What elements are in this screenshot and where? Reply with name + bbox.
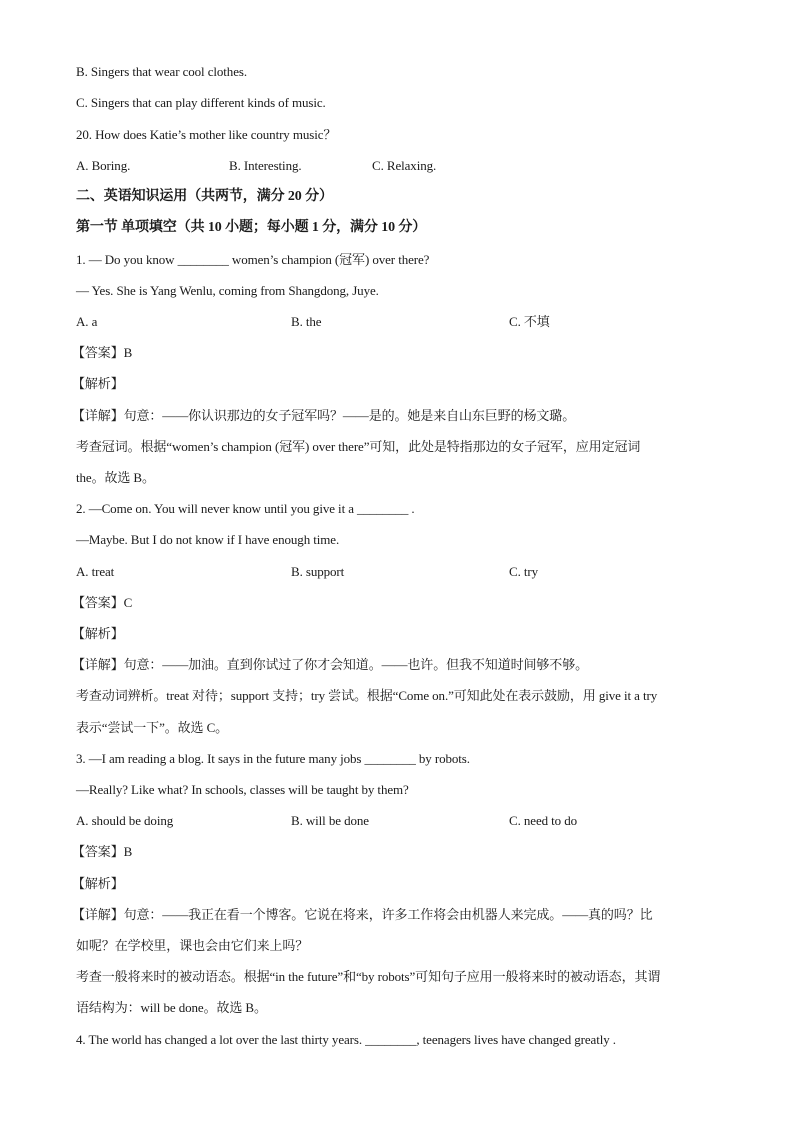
q19-option-c: C. Singers that can play different kinds of music. [76, 95, 326, 110]
q3-explain-2: 语结构为：will be done。故选 B。 [76, 1000, 267, 1015]
q3-reply: —Really? Like what? In schools, classes will be taught by them? [76, 782, 409, 797]
q1-option-a: A. a [76, 314, 98, 329]
q1-detail: 【详解】句意：——你认识那边的女子冠军吗？——是的。她是来自山东巨野的杨文璐。 [72, 408, 576, 423]
q19-option-b: B. Singers that wear cool clothes. [76, 64, 247, 79]
q2-option-a: A. treat [76, 564, 115, 579]
q3-option-b: B. will be done [291, 813, 369, 828]
part1-heading: 第一节 单项填空（共 10 小题；每小题 1 分，满分 10 分） [76, 220, 427, 235]
q3-option-a: A. should be doing [76, 813, 174, 828]
q1-question: 1. — Do you know ________ women’s champion (冠军) over there? [76, 252, 430, 267]
q2-reply: —Maybe. But I do not know if I have enough time. [76, 532, 340, 547]
q20-question: 20. How does Katie’s mother like country music？ [76, 127, 337, 142]
q1-option-c: C. 不填 [509, 314, 550, 329]
q1-analysis-label: 【解析】 [72, 376, 124, 391]
q3-detail: 【详解】句意：——我正在看一个博客。它说在将来，许多工作将会由机器人来完成。——真的吗？比 [72, 907, 653, 922]
q2-answer: 【答案】C [72, 595, 133, 610]
q3-explain-1: 考查一般将来时的被动语态。根据“in the future”和“by robots”可知句子应用一般将来时的被动语态，其谓 [76, 969, 661, 984]
q1-option-b: B. the [291, 314, 322, 329]
q3-question: 3. —I am reading a blog. It says in the future many jobs ________ by robots. [76, 751, 470, 766]
q20-option-a: A. Boring. [76, 158, 131, 173]
q1-reply: — Yes. She is Yang Wenlu, coming from Shangdong, Juye. [76, 283, 379, 298]
q3-answer: 【答案】B [72, 844, 133, 859]
q2-question: 2. —Come on. You will never know until you give it a ________ . [76, 501, 415, 516]
q2-analysis-label: 【解析】 [72, 626, 124, 641]
q1-explain-2: the。故选 B。 [76, 470, 155, 485]
q2-explain-1: 考查动词辨析。treat 对待；support 支持；try 尝试。根据“Come on.”可知此处在表示鼓励，用 give it a try [76, 688, 658, 703]
q1-explain-1: 考查冠词。根据“women’s champion (冠军) over there”可知，此处是特指那边的女子冠军，应用定冠词 [76, 439, 641, 454]
q3-detail-2: 如呢？在学校里，课也会由它们来上吗？ [76, 938, 309, 953]
q3-analysis-label: 【解析】 [72, 876, 124, 891]
q3-option-c: C. need to do [509, 813, 578, 828]
q4-question: 4. The world has changed a lot over the last thirty years. ________, teenagers lives have changed greatly . [76, 1032, 616, 1047]
q20-option-c: C. Relaxing. [372, 158, 437, 173]
q1-answer: 【答案】B [72, 345, 133, 360]
q2-detail: 【详解】句意：——加油。直到你试过了你才会知道。——也许。但我不知道时间够不够。 [72, 657, 589, 672]
section2-heading: 二、英语知识运用（共两节，满分 20 分） [76, 189, 333, 204]
q2-explain-2: 表示“尝试一下”。故选 C。 [76, 720, 229, 735]
q2-option-c: C. try [509, 564, 539, 579]
q20-option-b: B. Interesting. [229, 158, 302, 173]
q2-option-b: B. support [291, 564, 345, 579]
